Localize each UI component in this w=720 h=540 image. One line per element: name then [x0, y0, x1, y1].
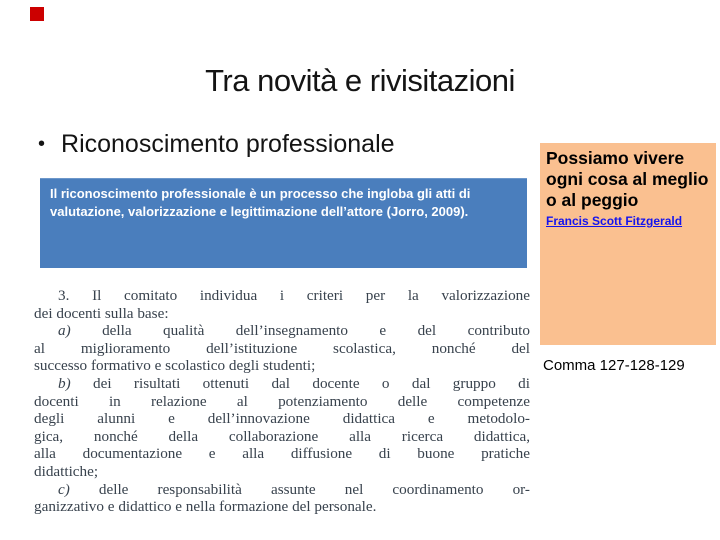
- law-excerpt: [34, 287, 530, 516]
- definition-callout: [40, 178, 527, 268]
- bullet-item: [38, 130, 395, 159]
- excerpt-line: al miglioramento dell’istituzione scolastica, nonché del: [34, 339, 530, 357]
- excerpt-line: b) dei risultati ottenuti dal docente o dal gruppo di: [58, 374, 530, 392]
- definition-text: Il riconoscimento professionale è un processo che ingloba gli atti di valutazione, valorizzazione e legittimazione dell’attore (Jorro, 2009).: [50, 186, 471, 219]
- excerpt-line: successo formativo e scolastico degli studenti;: [34, 357, 316, 375]
- excerpt-line: gica, nonché della collaborazione alla ricerca didattica,: [34, 427, 530, 445]
- bullet-label: Riconoscimento professionale: [61, 130, 395, 158]
- excerpt-line: 3. Il comitato individua i criteri per la valorizzazione: [58, 287, 530, 304]
- excerpt-line: degli alunni e dell’innovazione didattica e metodolo-: [34, 410, 530, 428]
- excerpt-line: alla documentazione e alla diffusione di buone pratiche: [34, 445, 530, 463]
- excerpt-line: a) della qualità dell’insegnamento e del contributo: [58, 322, 530, 340]
- quote-text: Possiamo vivere ogni cosa al meglio o al peggio: [546, 148, 709, 210]
- excerpt-line: docenti in relazione al potenziamento delle competenze: [34, 392, 530, 410]
- red-accent-square: [30, 7, 44, 21]
- comma-caption: Comma 127-128-129: [543, 357, 685, 374]
- excerpt-line: ganizzativo e didattico e nella formazione del personale.: [34, 498, 377, 516]
- author-link[interactable]: Francis Scott Fitzgerald: [546, 214, 683, 228]
- page-title: Tra novità e rivisitazioni: [205, 62, 515, 98]
- excerpt-line: c) delle responsabilità assunte nel coordinamento or-: [58, 480, 530, 498]
- excerpt-line: dei docenti sulla base:: [34, 304, 169, 322]
- quote-callout: [540, 143, 716, 345]
- bullet-icon: •: [38, 133, 46, 155]
- excerpt-line: didattiche;: [34, 462, 99, 480]
